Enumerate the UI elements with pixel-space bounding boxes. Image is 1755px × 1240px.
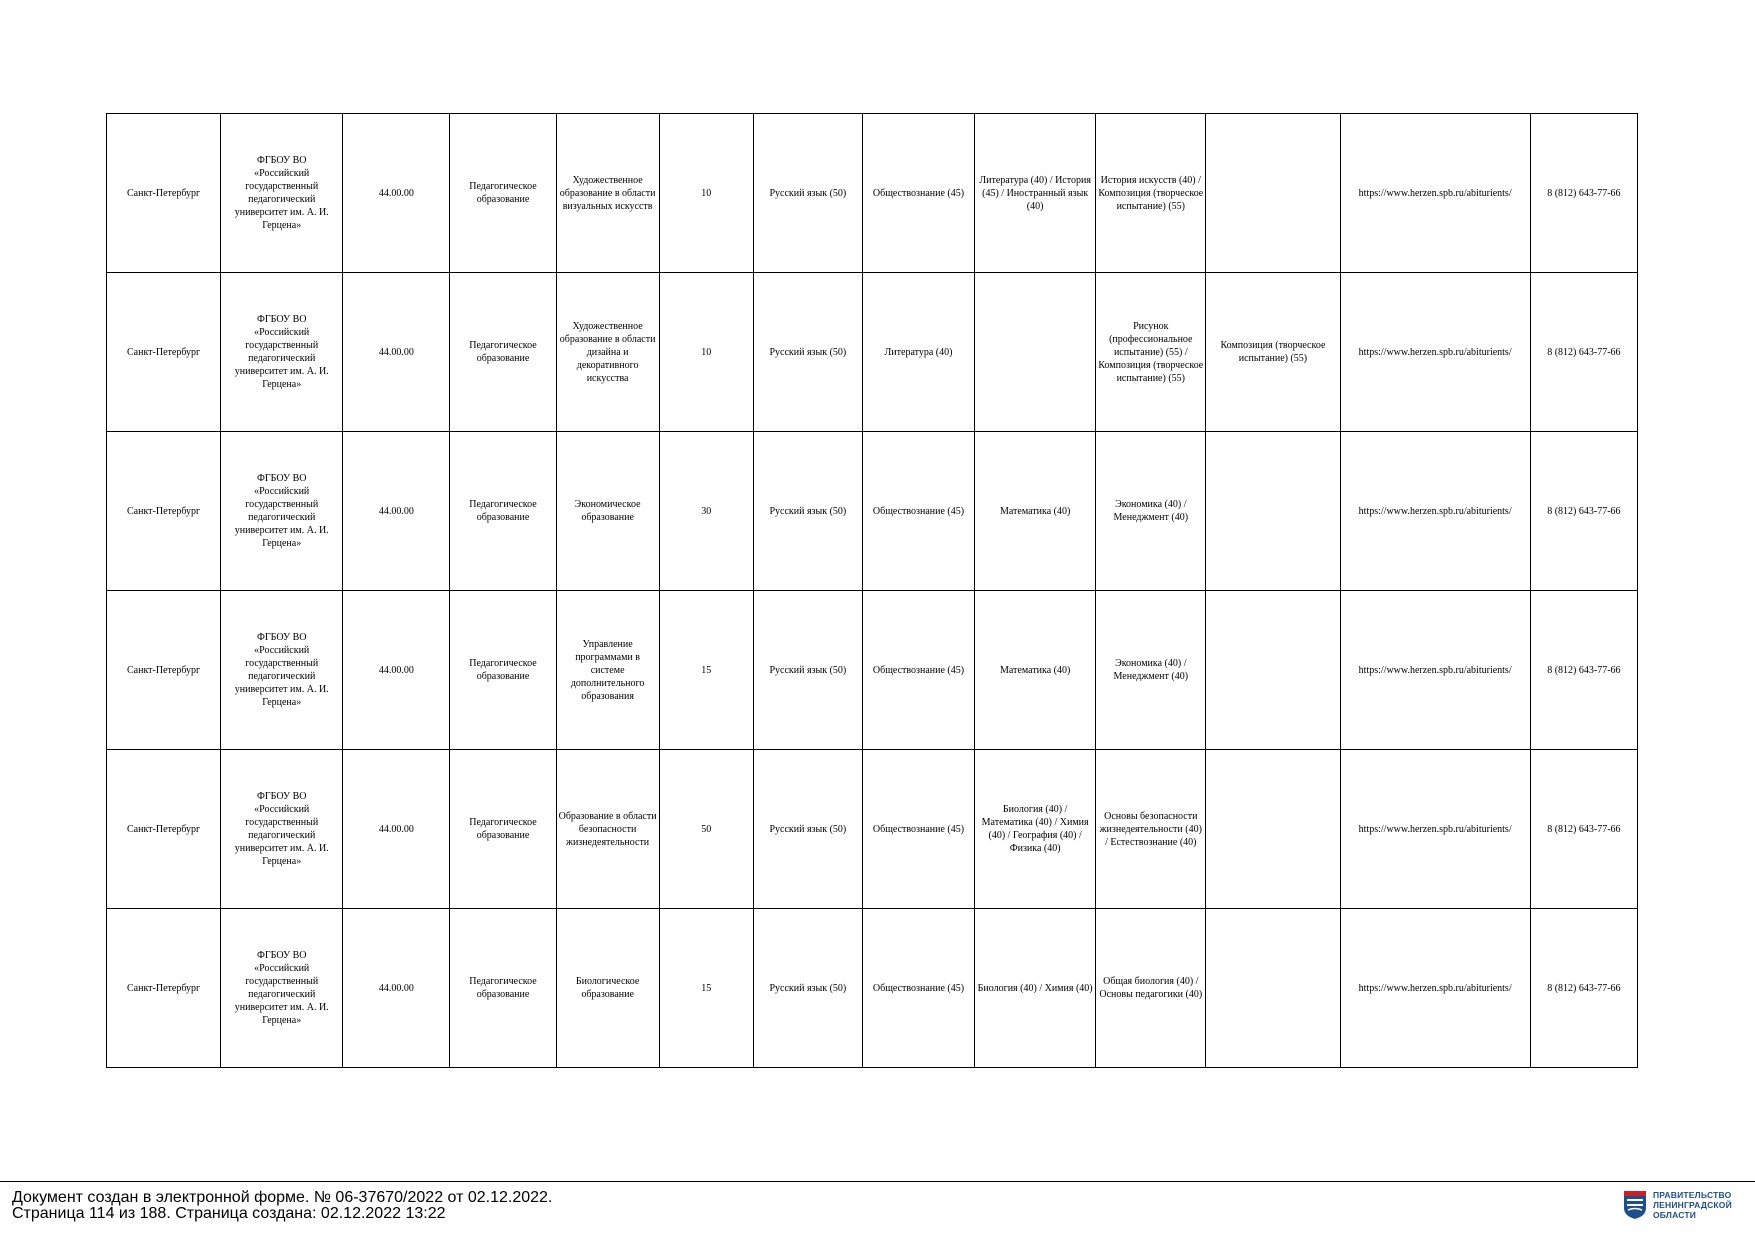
cell-program: Управление программами в системе дополнительного образования bbox=[556, 591, 659, 750]
cell-exam-4: История искусств (40) / Композиция (творческое испытание) (55) bbox=[1096, 114, 1206, 273]
cell-exam-4: Экономика (40) / Менеджмент (40) bbox=[1096, 432, 1206, 591]
cell-code: 44.00.00 bbox=[343, 114, 450, 273]
table-row bbox=[107, 591, 1638, 750]
cell-places: 15 bbox=[659, 591, 753, 750]
cell-institution: ФГБОУ ВО «Российский государственный педагогический университет им. А. И. Герцена» bbox=[221, 750, 343, 909]
cell-phone: 8 (812) 643-77-66 bbox=[1530, 591, 1637, 750]
cell-exam-1: Русский язык (50) bbox=[753, 114, 862, 273]
cell-code: 44.00.00 bbox=[343, 909, 450, 1068]
logo-text-line-1: ПРАВИТЕЛЬСТВО bbox=[1653, 1190, 1732, 1200]
footer-line-page: Страница 114 из 188. Страница создана: 02.12.2022 13:22 bbox=[12, 1205, 446, 1222]
cell-places: 50 bbox=[659, 750, 753, 909]
cell-exam-3: Биология (40) / Химия (40) bbox=[975, 909, 1096, 1068]
cell-direction: Педагогическое образование bbox=[450, 909, 556, 1068]
cell-website: https://www.herzen.spb.ru/abiturients/ bbox=[1340, 591, 1530, 750]
cell-program: Экономическое образование bbox=[556, 432, 659, 591]
cell-exam-2: Обществознание (45) bbox=[862, 114, 974, 273]
cell-institution: ФГБОУ ВО «Российский государственный педагогический университет им. А. И. Герцена» bbox=[221, 273, 343, 432]
cell-city: Санкт-Петербург bbox=[107, 909, 221, 1068]
table-row bbox=[107, 432, 1638, 591]
cell-website: https://www.herzen.spb.ru/abiturients/ bbox=[1340, 273, 1530, 432]
table-row bbox=[107, 750, 1638, 909]
government-logo bbox=[1623, 1190, 1732, 1220]
cell-exam-2: Обществознание (45) bbox=[862, 909, 974, 1068]
cell-exam-4: Экономика (40) / Менеджмент (40) bbox=[1096, 591, 1206, 750]
cell-program: Биологическое образование bbox=[556, 909, 659, 1068]
cell-direction: Педагогическое образование bbox=[450, 114, 556, 273]
cell-institution: ФГБОУ ВО «Российский государственный педагогический университет им. А. И. Герцена» bbox=[221, 909, 343, 1068]
cell-exam-5 bbox=[1206, 909, 1340, 1068]
cell-website: https://www.herzen.spb.ru/abiturients/ bbox=[1340, 909, 1530, 1068]
cell-exam-2: Литература (40) bbox=[862, 273, 974, 432]
cell-exam-3: Математика (40) bbox=[975, 591, 1096, 750]
cell-city: Санкт-Петербург bbox=[107, 591, 221, 750]
document-table-container bbox=[106, 113, 1638, 1068]
cell-phone: 8 (812) 643-77-66 bbox=[1530, 273, 1637, 432]
cell-exam-3: Литература (40) / История (45) / Иностранный язык (40) bbox=[975, 114, 1096, 273]
cell-exam-1: Русский язык (50) bbox=[753, 432, 862, 591]
cell-program: Художественное образование в области дизайна и декоративного искусства bbox=[556, 273, 659, 432]
cell-places: 10 bbox=[659, 273, 753, 432]
logo-text-line-3: ОБЛАСТИ bbox=[1653, 1210, 1697, 1220]
cell-exam-4: Общая биология (40) / Основы педагогики (40) bbox=[1096, 909, 1206, 1068]
cell-institution: ФГБОУ ВО «Российский государственный педагогический университет им. А. И. Герцена» bbox=[221, 114, 343, 273]
cell-direction: Педагогическое образование bbox=[450, 750, 556, 909]
cell-phone: 8 (812) 643-77-66 bbox=[1530, 750, 1637, 909]
cell-exam-5: Композиция (творческое испытание) (55) bbox=[1206, 273, 1340, 432]
cell-exam-1: Русский язык (50) bbox=[753, 591, 862, 750]
cell-city: Санкт-Петербург bbox=[107, 273, 221, 432]
cell-exam-2: Обществознание (45) bbox=[862, 432, 974, 591]
cell-code: 44.00.00 bbox=[343, 591, 450, 750]
cell-exam-5 bbox=[1206, 591, 1340, 750]
cell-phone: 8 (812) 643-77-66 bbox=[1530, 432, 1637, 591]
cell-exam-1: Русский язык (50) bbox=[753, 750, 862, 909]
logo-text bbox=[1653, 1190, 1732, 1220]
cell-places: 30 bbox=[659, 432, 753, 591]
cell-program: Художественное образование в области визуальных искусств bbox=[556, 114, 659, 273]
table-row bbox=[107, 273, 1638, 432]
cell-exam-3 bbox=[975, 273, 1096, 432]
cell-exam-5 bbox=[1206, 432, 1340, 591]
cell-exam-2: Обществознание (45) bbox=[862, 750, 974, 909]
table-row bbox=[107, 909, 1638, 1068]
admission-table bbox=[106, 113, 1638, 1068]
cell-direction: Педагогическое образование bbox=[450, 273, 556, 432]
table-row bbox=[107, 114, 1638, 273]
footer bbox=[12, 1190, 552, 1222]
cell-code: 44.00.00 bbox=[343, 273, 450, 432]
cell-code: 44.00.00 bbox=[343, 432, 450, 591]
cell-code: 44.00.00 bbox=[343, 750, 450, 909]
cell-places: 15 bbox=[659, 909, 753, 1068]
cell-direction: Педагогическое образование bbox=[450, 432, 556, 591]
cell-exam-5 bbox=[1206, 114, 1340, 273]
cell-exam-1: Русский язык (50) bbox=[753, 273, 862, 432]
cell-website: https://www.herzen.spb.ru/abiturients/ bbox=[1340, 432, 1530, 591]
cell-exam-1: Русский язык (50) bbox=[753, 909, 862, 1068]
cell-direction: Педагогическое образование bbox=[450, 591, 556, 750]
cell-phone: 8 (812) 643-77-66 bbox=[1530, 114, 1637, 273]
cell-exam-2: Обществознание (45) bbox=[862, 591, 974, 750]
cell-phone: 8 (812) 643-77-66 bbox=[1530, 909, 1637, 1068]
cell-website: https://www.herzen.spb.ru/abiturients/ bbox=[1340, 750, 1530, 909]
cell-city: Санкт-Петербург bbox=[107, 114, 221, 273]
cell-exam-4: Основы безопасности жизнедеятельности (40) / Естествознание (40) bbox=[1096, 750, 1206, 909]
cell-places: 10 bbox=[659, 114, 753, 273]
cell-city: Санкт-Петербург bbox=[107, 750, 221, 909]
table-body bbox=[107, 114, 1638, 1068]
cell-institution: ФГБОУ ВО «Российский государственный педагогический университет им. А. И. Герцена» bbox=[221, 591, 343, 750]
cell-institution: ФГБОУ ВО «Российский государственный педагогический университет им. А. И. Герцена» bbox=[221, 432, 343, 591]
cell-exam-3: Биология (40) / Математика (40) / Химия (40) / География (40) / Физика (40) bbox=[975, 750, 1096, 909]
cell-city: Санкт-Петербург bbox=[107, 432, 221, 591]
logo-text-line-2: ЛЕНИНГРАДСКОЙ bbox=[1653, 1200, 1732, 1210]
cell-exam-3: Математика (40) bbox=[975, 432, 1096, 591]
coat-of-arms-icon bbox=[1623, 1190, 1647, 1220]
footer-divider bbox=[0, 1181, 1755, 1182]
cell-exam-5 bbox=[1206, 750, 1340, 909]
footer-line-document: Документ создан в электронной форме. № 06-37670/2022 от 02.12.2022. bbox=[12, 1189, 553, 1206]
cell-exam-4: Рисунок (профессиональное испытание) (55) / Композиция (творческое испытание) (55) bbox=[1096, 273, 1206, 432]
cell-website: https://www.herzen.spb.ru/abiturients/ bbox=[1340, 114, 1530, 273]
cell-program: Образование в области безопасности жизнедеятельности bbox=[556, 750, 659, 909]
